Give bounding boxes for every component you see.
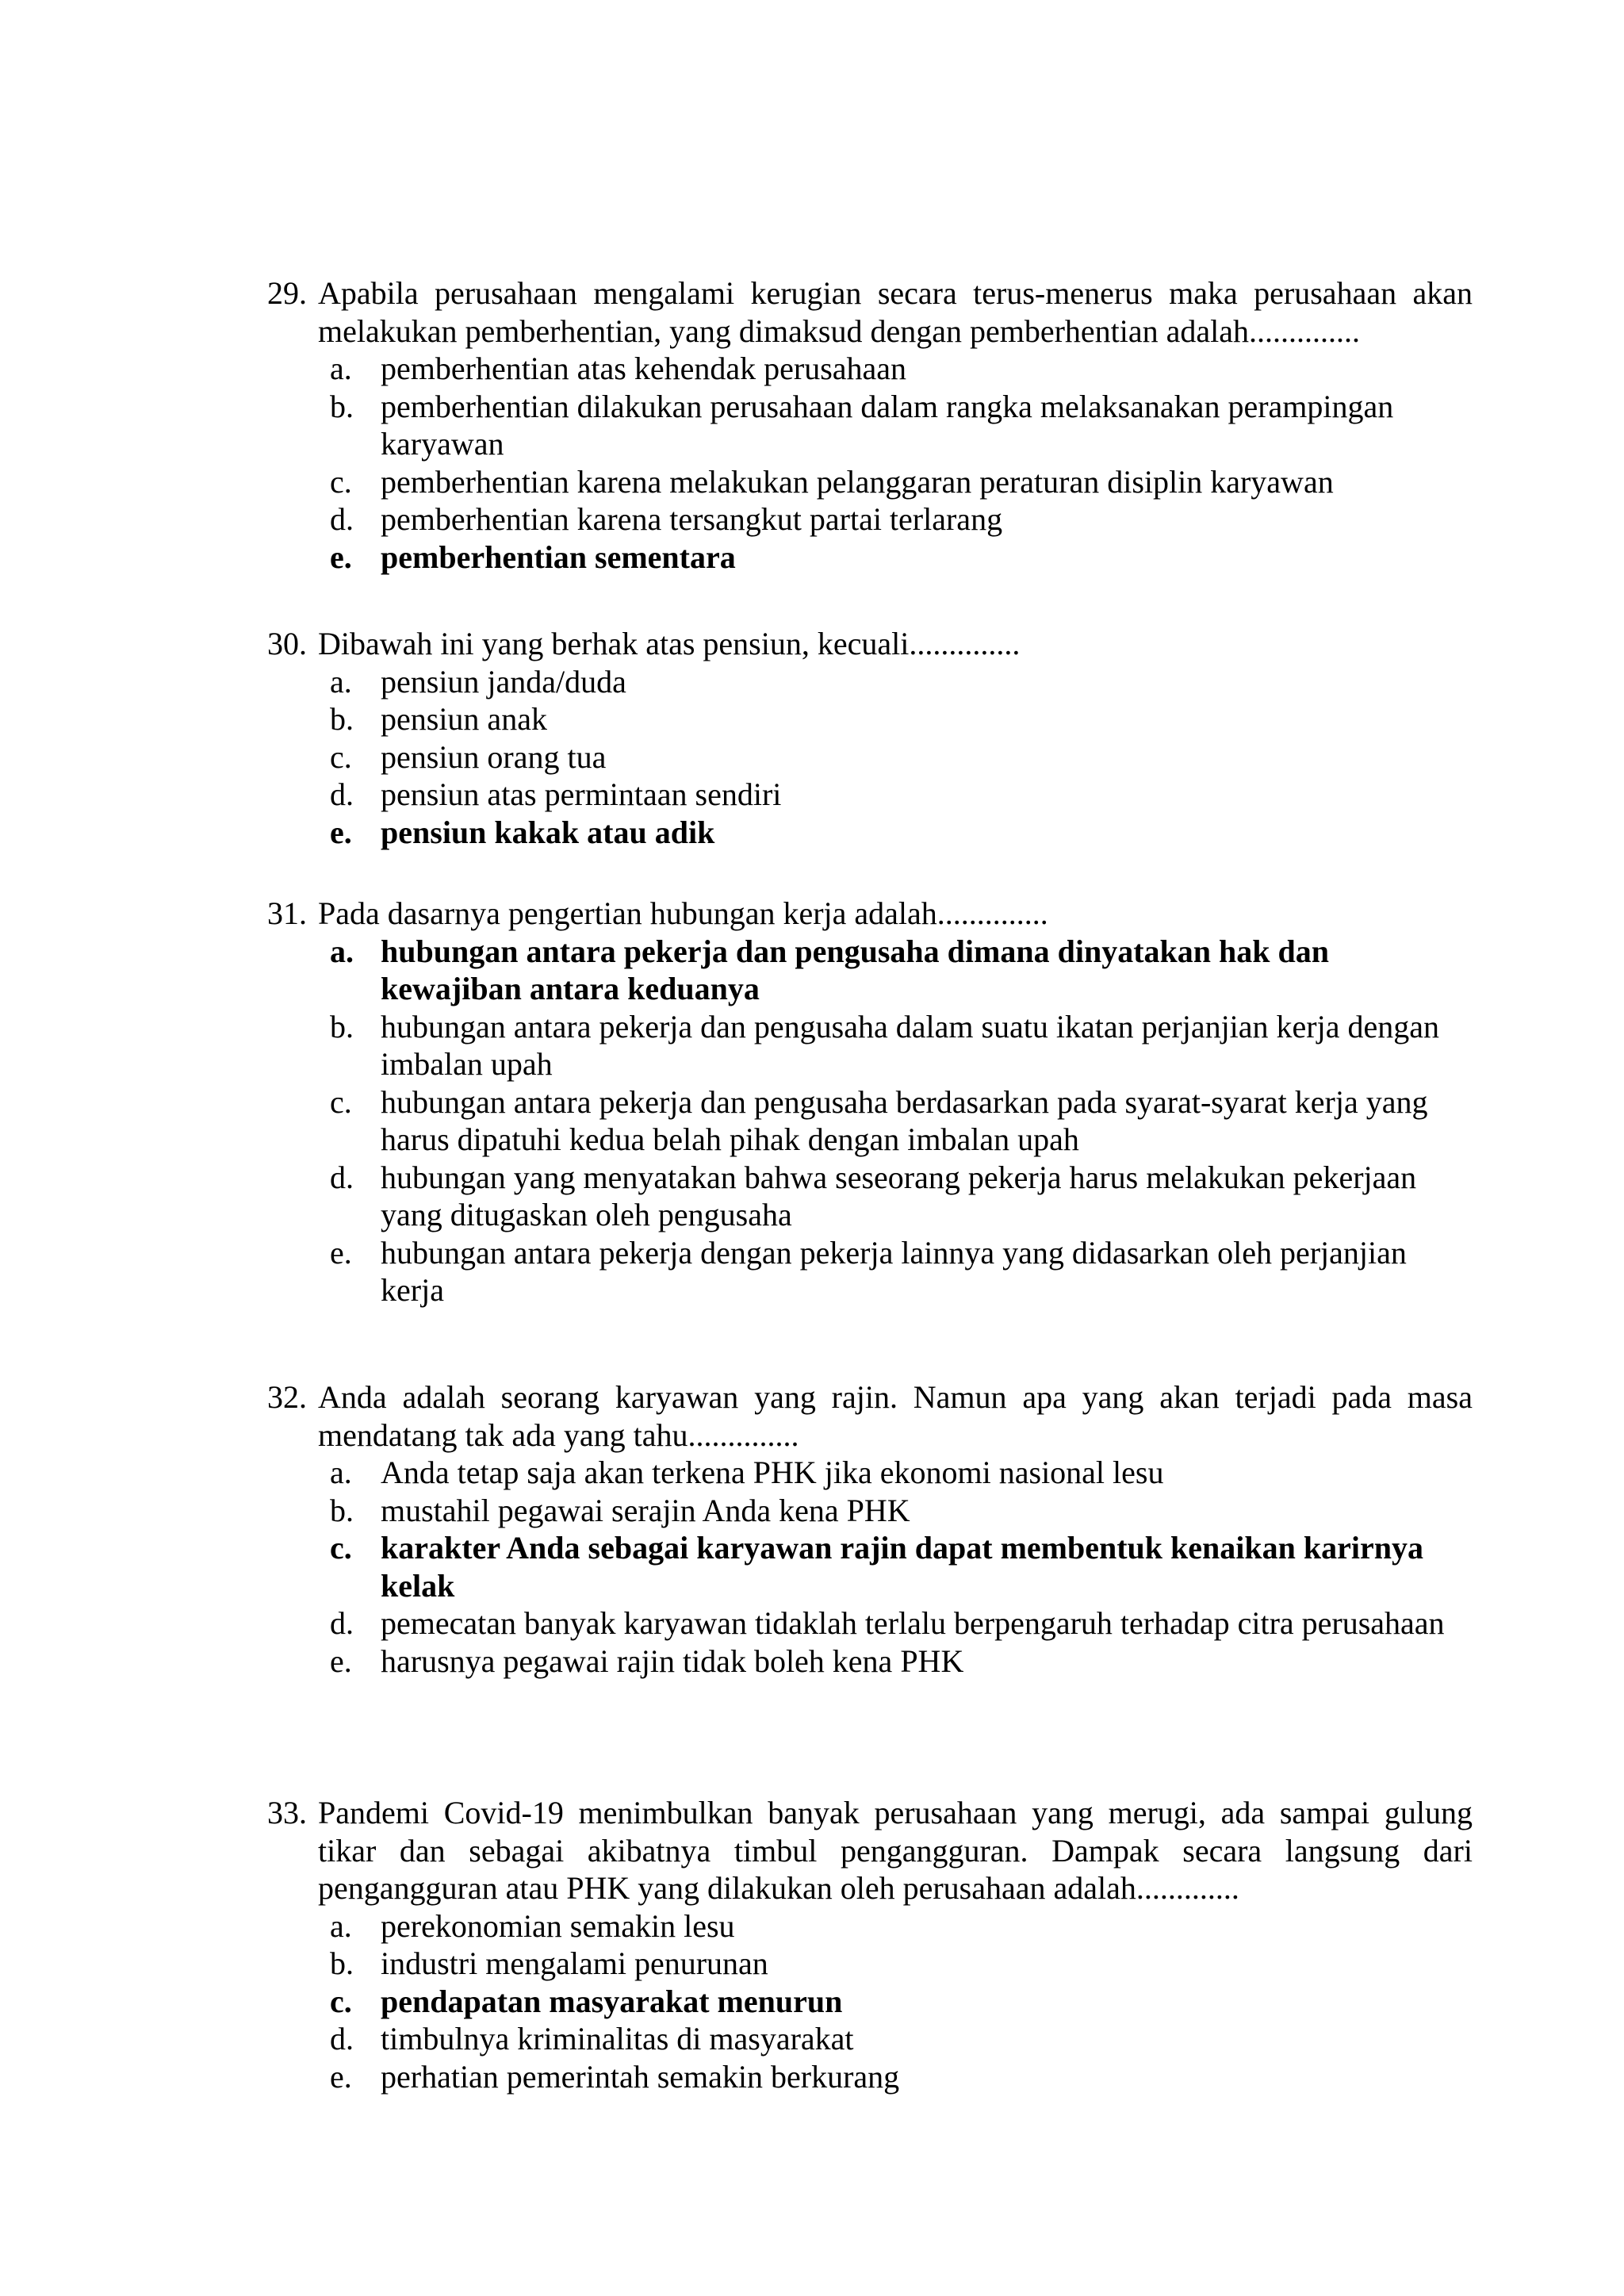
- option-a-answer: [267, 933, 1473, 1008]
- option-text: hubungan antara pekerja dan pengusaha dalam suatu ikatan perjanjian kerja dengan imbalan upah: [381, 1008, 1439, 1082]
- option-text: hubungan antara pekerja dan pengusaha berdasarkan pada syarat-syarat kerja yang harus dipatuhi kedua belah pihak dengan imbalan upah: [381, 1083, 1428, 1157]
- option-letter: c.: [330, 1530, 352, 1566]
- option-c-answer: [267, 1983, 1473, 2021]
- option-text: pemberhentian karena tersangkut partai terlarang: [381, 501, 1003, 537]
- option-text: pensiun janda/duda: [381, 663, 626, 700]
- option-d: [267, 1159, 1473, 1234]
- option-letter: e.: [330, 814, 352, 850]
- option-letter: e.: [330, 1234, 352, 1271]
- option-e: [267, 1642, 1473, 1681]
- option-letter: e.: [330, 539, 352, 575]
- option-a: [267, 1907, 1473, 1945]
- option-letter: c.: [330, 738, 352, 775]
- option-d: [267, 776, 1473, 814]
- question-text: Pandemi Covid-19 menimbulkan banyak perusahaan yang merugi, ada sampai gulung tikar dan sebagai akibatnya timbul pengangguran. Dampak secara langsung dari pengangguran atau PHK yang dilakukan oleh perusahaan adalah.............: [318, 1795, 1473, 1906]
- option-a: [267, 350, 1473, 388]
- question-stem: [267, 1794, 1473, 1907]
- option-c: [267, 1083, 1473, 1159]
- option-e-answer: [267, 539, 1473, 577]
- options-list: [267, 1907, 1473, 2096]
- question-text: Pada dasarnya pengertian hubungan kerja adalah..............: [318, 895, 1048, 931]
- question-number: 33.: [267, 1795, 307, 1830]
- option-b: [267, 700, 1473, 738]
- option-text: karakter Anda sebagai karyawan rajin dapat membentuk kenaikan karirnya kelak: [381, 1530, 1423, 1604]
- option-text: pemberhentian karena melakukan pelanggaran peraturan disiplin karyawan: [381, 463, 1334, 500]
- option-text: perekonomian semakin lesu: [381, 1907, 735, 1944]
- option-text: perhatian pemerintah semakin berkurang: [381, 2058, 900, 2095]
- options-list: [267, 350, 1473, 576]
- option-letter: c.: [330, 1983, 352, 2019]
- option-d: [267, 1604, 1473, 1642]
- option-text: Anda tetap saja akan terkena PHK jika ekonomi nasional lesu: [381, 1455, 1164, 1490]
- option-text: pensiun atas permintaan sendiri: [381, 776, 782, 812]
- options-list: [267, 933, 1473, 1309]
- option-e: [267, 2058, 1473, 2096]
- option-c: [267, 738, 1473, 776]
- question-text: Anda adalah seorang karyawan yang rajin. Namun apa yang akan terjadi pada masa mendatang tak ada yang tahu..............: [318, 1379, 1473, 1453]
- option-text: pensiun orang tua: [381, 738, 607, 775]
- option-e-answer: [267, 814, 1473, 852]
- question-32: [267, 1378, 1473, 1680]
- option-letter: d.: [330, 2021, 354, 2056]
- option-letter: e.: [330, 1642, 352, 1679]
- option-e: [267, 1234, 1473, 1309]
- option-letter: a.: [330, 351, 352, 386]
- option-text: hubungan yang menyatakan bahwa seseorang pekerja harus melakukan pekerjaan yang ditugaskan oleh pengusaha: [381, 1159, 1417, 1232]
- option-b: [267, 1945, 1473, 1983]
- option-text: pendapatan masyarakat menurun: [381, 1983, 843, 2019]
- option-text: pemberhentian dilakukan perusahaan dalam rangka melaksanakan perampingan karyawan: [381, 388, 1394, 462]
- question-29: [267, 274, 1473, 576]
- option-letter: c.: [330, 1083, 352, 1120]
- option-text: hubungan antara pekerja dengan pekerja lainnya yang didasarkan oleh perjanjian kerja: [381, 1234, 1407, 1308]
- option-b: [267, 1008, 1473, 1083]
- option-letter: b.: [330, 1945, 354, 1981]
- option-text: mustahil pegawai serajin Anda kena PHK: [381, 1492, 910, 1528]
- question-stem: [267, 895, 1473, 933]
- options-list: [267, 1454, 1473, 1680]
- option-letter: b.: [330, 1008, 354, 1045]
- question-number: 29.: [267, 275, 307, 311]
- option-letter: c.: [330, 463, 352, 500]
- option-a: [267, 1454, 1473, 1492]
- question-number: 30.: [267, 626, 307, 661]
- option-text: pemecatan banyak karyawan tidaklah terlalu berpengaruh terhadap citra perusahaan: [381, 1605, 1445, 1641]
- options-list: [267, 663, 1473, 852]
- option-letter: b.: [330, 1492, 354, 1528]
- option-text: pensiun anak: [381, 701, 547, 737]
- option-text: pemberhentian atas kehendak perusahaan: [381, 351, 907, 386]
- option-c: [267, 463, 1473, 501]
- question-text: Dibawah ini yang berhak atas pensiun, kecuali..............: [318, 626, 1021, 661]
- question-number: 31.: [267, 895, 307, 931]
- option-text: harusnya pegawai rajin tidak boleh kena PHK: [381, 1642, 964, 1679]
- question-33: [267, 1794, 1473, 2095]
- option-a: [267, 663, 1473, 701]
- option-letter: a.: [330, 933, 354, 969]
- option-letter: e.: [330, 2058, 352, 2095]
- question-text: Apabila perusahaan mengalami kerugian secara terus-menerus maka perusahaan akan melakukan pemberhentian, yang dimaksud dengan pemberhentian adalah..............: [318, 275, 1473, 349]
- option-letter: a.: [330, 1907, 352, 1944]
- option-b: [267, 1492, 1473, 1530]
- option-text: pensiun kakak atau adik: [381, 814, 715, 850]
- option-letter: d.: [330, 1605, 354, 1641]
- option-letter: a.: [330, 1455, 352, 1490]
- option-letter: d.: [330, 1159, 354, 1195]
- option-text: pemberhentian sementara: [381, 539, 736, 575]
- question-number: 32.: [267, 1379, 307, 1415]
- option-letter: d.: [330, 501, 354, 537]
- option-d: [267, 500, 1473, 539]
- option-letter: b.: [330, 388, 354, 424]
- question-31: [267, 895, 1473, 1309]
- option-text: industri mengalami penurunan: [381, 1945, 768, 1981]
- option-text: hubungan antara pekerja dan pengusaha dimana dinyatakan hak dan kewajiban antara keduanya: [381, 933, 1329, 1006]
- question-stem: [267, 274, 1473, 350]
- option-letter: b.: [330, 701, 354, 737]
- option-c-answer: [267, 1529, 1473, 1604]
- question-stem: [267, 625, 1473, 663]
- option-d: [267, 2020, 1473, 2058]
- option-letter: a.: [330, 663, 352, 700]
- option-letter: d.: [330, 776, 354, 812]
- option-text: timbulnya kriminalitas di masyarakat: [381, 2021, 854, 2056]
- question-30: [267, 625, 1473, 851]
- question-stem: [267, 1378, 1473, 1454]
- option-b: [267, 388, 1473, 463]
